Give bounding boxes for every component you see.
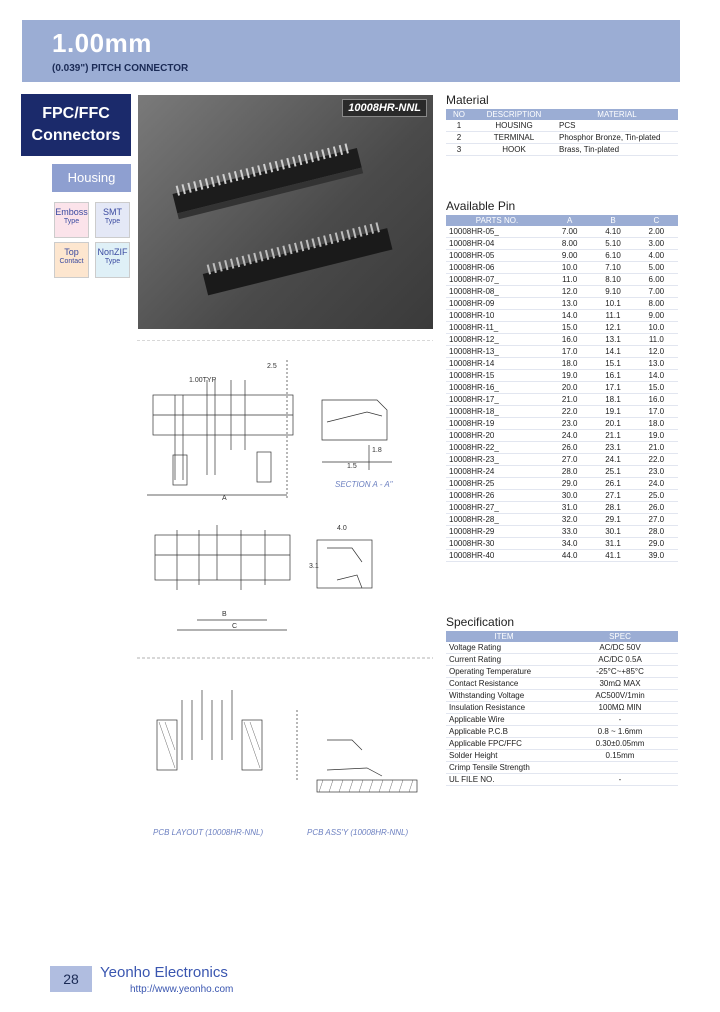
pin-cell: 10008HR-18_ (446, 406, 548, 418)
spec-cell: Applicable P.C.B (446, 726, 562, 738)
pin-cell: 27.0 (548, 454, 591, 466)
spec-title: Specification (446, 615, 515, 629)
material-title: Material (446, 93, 489, 107)
material-cell: Phosphor Bronze, Tin-plated (556, 132, 678, 144)
pin-cell: 2.00 (635, 226, 678, 238)
spec-cell: - (562, 774, 678, 786)
table-row (446, 406, 678, 418)
table-row (446, 702, 678, 714)
technical-drawings (137, 340, 433, 840)
table-row (446, 690, 678, 702)
pin-cell: 8.00 (548, 238, 591, 250)
table-row (446, 466, 678, 478)
pin-cell: 13.1 (591, 334, 634, 346)
pin-cell: 21.0 (548, 394, 591, 406)
tag-nonzif-main: NonZIF (97, 247, 128, 257)
pin-cell: 17.1 (591, 382, 634, 394)
pin-cell: 9.00 (548, 250, 591, 262)
pin-cell: 10.0 (548, 262, 591, 274)
pin-cell: 10008HR-25 (446, 478, 548, 490)
tag-emboss-main: Emboss (55, 207, 88, 217)
table-row (446, 526, 678, 538)
table-row (446, 762, 678, 774)
pin-cell: 29.1 (591, 514, 634, 526)
material-col-desc: DESCRIPTION (472, 109, 556, 120)
material-cell: HOUSING (472, 120, 556, 132)
dim-25: 2.5 (267, 363, 277, 370)
table-row (446, 238, 678, 250)
spec-cell: - (562, 714, 678, 726)
pin-cell: 16.0 (548, 334, 591, 346)
pin-cell: 10008HR-08_ (446, 286, 548, 298)
tag-smt-main: SMT (103, 207, 122, 217)
tag-top-contact (54, 242, 89, 278)
table-row (446, 334, 678, 346)
page-number: 28 (50, 966, 92, 992)
pin-cell: 44.0 (548, 550, 591, 562)
pin-cell: 5.00 (635, 262, 678, 274)
dim-a: A (222, 495, 227, 502)
material-cell: 2 (446, 132, 472, 144)
dim-40: 4.0 (337, 525, 347, 532)
spec-table (446, 631, 678, 786)
table-row (446, 726, 678, 738)
pcb-layout-caption: PCB LAYOUT (10008HR-NNL) (153, 828, 264, 837)
pin-cell: 16.0 (635, 394, 678, 406)
pin-cell: 11.0 (548, 274, 591, 286)
spec-cell: 30mΩ MAX (562, 678, 678, 690)
pin-cell: 10008HR-30 (446, 538, 548, 550)
tag-top-main: Top (64, 247, 79, 257)
pin-cell: 28.0 (548, 466, 591, 478)
spec-cell: AC500V/1min (562, 690, 678, 702)
pin-cell: 10008HR-29 (446, 526, 548, 538)
pin-cell: 12.1 (591, 322, 634, 334)
pin-cell: 26.0 (635, 502, 678, 514)
material-table (446, 109, 678, 156)
dim-15: 1.5 (347, 463, 357, 470)
spec-cell: Withstanding Voltage (446, 690, 562, 702)
pin-cell: 11.1 (591, 310, 634, 322)
tag-emboss (54, 202, 89, 238)
table-row (446, 132, 678, 144)
pin-cell: 10008HR-19 (446, 418, 548, 430)
pin-cell: 26.1 (591, 478, 634, 490)
pin-cell: 29.0 (635, 538, 678, 550)
material-cell: Brass, Tin-plated (556, 144, 678, 156)
spec-cell: Current Rating (446, 654, 562, 666)
pin-cell: 24.1 (591, 454, 634, 466)
table-row (446, 144, 678, 156)
pin-cell: 10008HR-09 (446, 298, 548, 310)
pin-cell: 10008HR-05_ (446, 226, 548, 238)
pin-cell: 10008HR-15 (446, 370, 548, 382)
pin-cell: 12.0 (548, 286, 591, 298)
pin-cell: 19.1 (591, 406, 634, 418)
table-row (446, 550, 678, 562)
spec-cell: Voltage Rating (446, 642, 562, 654)
spec-cell: 0.15mm (562, 750, 678, 762)
pin-cell: 15.1 (591, 358, 634, 370)
table-row (446, 490, 678, 502)
spec-cell: Operating Temperature (446, 666, 562, 678)
table-row (446, 642, 678, 654)
pin-cell: 8.10 (591, 274, 634, 286)
pin-cell: 11.0 (635, 334, 678, 346)
pin-cell: 10008HR-07_ (446, 274, 548, 286)
category-line2: Connectors (31, 127, 121, 144)
spec-cell: 100MΩ MIN (562, 702, 678, 714)
pin-cell: 39.0 (635, 550, 678, 562)
product-photo (138, 95, 433, 329)
table-row (446, 654, 678, 666)
spec-cell: AC/DC 50V (562, 642, 678, 654)
table-row (446, 322, 678, 334)
pin-cell: 20.0 (548, 382, 591, 394)
pin-cell: 6.00 (635, 274, 678, 286)
section-caption: SECTION A - A" (335, 480, 393, 489)
pin-cell: 34.0 (548, 538, 591, 550)
tag-emboss-sub: Type (63, 218, 80, 225)
dim-b: B (222, 611, 227, 618)
spec-cell: Insulation Resistance (446, 702, 562, 714)
pin-cell: 15.0 (635, 382, 678, 394)
pins-col-c: C (635, 215, 678, 226)
pins-header-row (446, 215, 678, 226)
pin-cell: 19.0 (635, 430, 678, 442)
pin-cell: 10008HR-13_ (446, 346, 548, 358)
spec-cell: 0.8 ~ 1.6mm (562, 726, 678, 738)
pin-cell: 8.00 (635, 298, 678, 310)
material-cell: TERMINAL (472, 132, 556, 144)
pin-cell: 10008HR-14 (446, 358, 548, 370)
pin-cell: 10.0 (635, 322, 678, 334)
pin-cell: 10008HR-04 (446, 238, 548, 250)
connector-photo-illustration (138, 95, 433, 329)
pin-cell: 29.0 (548, 478, 591, 490)
table-row (446, 226, 678, 238)
spec-col-item: ITEM (446, 631, 562, 642)
table-row (446, 382, 678, 394)
spec-cell: UL FILE NO. (446, 774, 562, 786)
tag-nonzif (95, 242, 130, 278)
pin-cell: 19.0 (548, 370, 591, 382)
pin-cell: 26.0 (548, 442, 591, 454)
pin-cell: 23.0 (548, 418, 591, 430)
pins-title: Available Pin (446, 199, 516, 213)
spec-cell: Applicable FPC/FFC (446, 738, 562, 750)
pin-cell: 25.0 (635, 490, 678, 502)
table-row (446, 442, 678, 454)
pins-col-b: B (591, 215, 634, 226)
pin-cell: 10008HR-28_ (446, 514, 548, 526)
table-row (446, 714, 678, 726)
spec-cell: Crimp Tensile Strength (446, 762, 562, 774)
spec-cell: AC/DC 0.5A (562, 654, 678, 666)
pin-cell: 14.0 (635, 370, 678, 382)
table-row (446, 418, 678, 430)
category-line1: FPC/FFC (42, 105, 110, 122)
spec-cell: Contact Resistance (446, 678, 562, 690)
table-row (446, 358, 678, 370)
photo-label: 10008HR-NNL (342, 99, 427, 117)
pin-cell: 10008HR-26 (446, 490, 548, 502)
pin-cell: 7.00 (548, 226, 591, 238)
pin-cell: 10008HR-16_ (446, 382, 548, 394)
pin-cell: 30.1 (591, 526, 634, 538)
page-subtitle: (0.039") PITCH CONNECTOR (52, 63, 189, 74)
table-row (446, 666, 678, 678)
pcb-assy-caption: PCB ASS'Y (10008HR-NNL) (307, 828, 409, 837)
material-col-material: MATERIAL (556, 109, 678, 120)
pin-cell: 21.1 (591, 430, 634, 442)
pin-cell: 31.0 (548, 502, 591, 514)
pin-cell: 16.1 (591, 370, 634, 382)
pin-cell: 30.0 (548, 490, 591, 502)
pin-cell: 28.0 (635, 526, 678, 538)
page-title: 1.00mm (52, 28, 152, 58)
pin-cell: 17.0 (548, 346, 591, 358)
pin-cell: 4.10 (591, 226, 634, 238)
pin-cell: 31.1 (591, 538, 634, 550)
material-cell: HOOK (472, 144, 556, 156)
pin-cell: 10008HR-20 (446, 430, 548, 442)
pin-cell: 22.0 (548, 406, 591, 418)
pin-cell: 20.1 (591, 418, 634, 430)
spec-col-spec: SPEC (562, 631, 678, 642)
pin-cell: 33.0 (548, 526, 591, 538)
dim-31: 3.1 (309, 563, 319, 570)
pin-cell: 4.00 (635, 250, 678, 262)
table-row (446, 430, 678, 442)
tag-top-sub: Contact (59, 258, 84, 265)
pin-cell: 14.1 (591, 346, 634, 358)
table-row (446, 310, 678, 322)
material-header-row (446, 109, 678, 120)
material-cell: 1 (446, 120, 472, 132)
table-row (446, 774, 678, 786)
table-row (446, 298, 678, 310)
pin-cell: 32.0 (548, 514, 591, 526)
table-row (446, 286, 678, 298)
table-row (446, 514, 678, 526)
pin-cell: 10008HR-22_ (446, 442, 548, 454)
pin-cell: 10.1 (591, 298, 634, 310)
dim-pitch: 1.00TYP (189, 377, 217, 384)
pin-cell: 28.1 (591, 502, 634, 514)
pins-col-partno: PARTS NO. (446, 215, 548, 226)
pin-cell: 23.0 (635, 466, 678, 478)
tag-smt (95, 202, 130, 238)
pin-cell: 10008HR-10 (446, 310, 548, 322)
pin-cell: 12.0 (635, 346, 678, 358)
pin-cell: 10008HR-11_ (446, 322, 548, 334)
spec-cell: Solder Height (446, 750, 562, 762)
pin-cell: 9.00 (635, 310, 678, 322)
dim-c: C (232, 623, 238, 630)
pin-cell: 10008HR-17_ (446, 394, 548, 406)
pin-cell: 18.0 (635, 418, 678, 430)
pin-cell: 10008HR-23_ (446, 454, 548, 466)
pin-cell: 7.00 (635, 286, 678, 298)
pin-cell: 10008HR-12_ (446, 334, 548, 346)
dim-18: 1.8 (372, 447, 382, 454)
pin-cell: 24.0 (635, 478, 678, 490)
table-row (446, 738, 678, 750)
table-row (446, 750, 678, 762)
pin-cell: 7.10 (591, 262, 634, 274)
spec-cell: 0.30±0.05mm (562, 738, 678, 750)
pin-cell: 6.10 (591, 250, 634, 262)
table-row (446, 538, 678, 550)
spec-cell: -25°C~+85°C (562, 666, 678, 678)
table-row (446, 454, 678, 466)
pin-cell: 10008HR-27_ (446, 502, 548, 514)
table-row (446, 274, 678, 286)
table-row (446, 394, 678, 406)
pin-cell: 21.0 (635, 442, 678, 454)
spec-header-row (446, 631, 678, 642)
table-row (446, 478, 678, 490)
pin-cell: 25.1 (591, 466, 634, 478)
table-row (446, 346, 678, 358)
page-header (22, 20, 680, 82)
pin-cell: 41.1 (591, 550, 634, 562)
pin-cell: 23.1 (591, 442, 634, 454)
pin-cell: 14.0 (548, 310, 591, 322)
category-box (21, 94, 131, 156)
material-cell: 3 (446, 144, 472, 156)
pin-cell: 10008HR-06 (446, 262, 548, 274)
pin-cell: 18.0 (548, 358, 591, 370)
pin-cell: 27.0 (635, 514, 678, 526)
pin-cell: 9.10 (591, 286, 634, 298)
pin-cell: 27.1 (591, 490, 634, 502)
pin-cell: 22.0 (635, 454, 678, 466)
pins-col-a: A (548, 215, 591, 226)
table-row (446, 120, 678, 132)
pin-cell: 18.1 (591, 394, 634, 406)
table-row (446, 250, 678, 262)
spec-cell (562, 762, 678, 774)
material-col-no: NO (446, 109, 472, 120)
spec-cell: Applicable Wire (446, 714, 562, 726)
pin-cell: 17.0 (635, 406, 678, 418)
table-row (446, 370, 678, 382)
pin-cell: 10008HR-05 (446, 250, 548, 262)
pin-cell: 3.00 (635, 238, 678, 250)
company-url[interactable]: http://www.yeonho.com (130, 984, 234, 995)
pins-table (446, 215, 678, 562)
pin-cell: 15.0 (548, 322, 591, 334)
tag-nonzif-sub: Type (104, 258, 121, 265)
drawing-canvas (137, 340, 433, 840)
table-row (446, 262, 678, 274)
pin-cell: 10008HR-40 (446, 550, 548, 562)
table-row (446, 502, 678, 514)
material-cell: PCS (556, 120, 678, 132)
housing-label: Housing (52, 164, 131, 192)
company-name: Yeonho Electronics (100, 964, 228, 981)
pin-cell: 13.0 (548, 298, 591, 310)
pin-cell: 5.10 (591, 238, 634, 250)
tag-smt-sub: Type (104, 218, 121, 225)
pin-cell: 13.0 (635, 358, 678, 370)
table-row (446, 678, 678, 690)
pin-cell: 10008HR-24 (446, 466, 548, 478)
pin-cell: 24.0 (548, 430, 591, 442)
